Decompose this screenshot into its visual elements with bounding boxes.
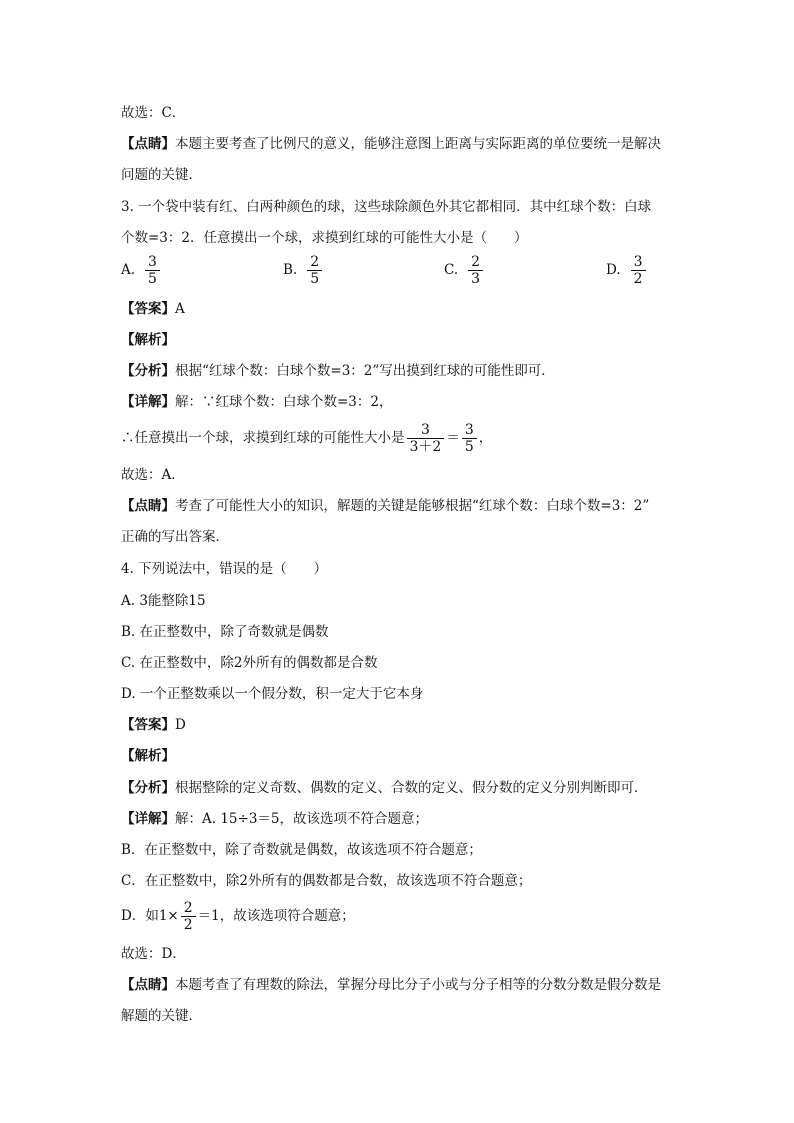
fraction: $\frac{2}{3}$ <box>468 254 483 287</box>
guxuan-4: 故选：D． <box>121 946 186 962</box>
option-c: C. $\frac{2}{3}$ <box>444 254 485 287</box>
dianjing-4-cont: 解题的关键． <box>121 1008 202 1024</box>
option-4d: D. 一个正整数乘以一个假分数，积一定大于它本身 <box>121 686 424 702</box>
fenxi-4: 【分析】根据整除的定义奇数、偶数的定义、合数的定义、假分数的定义分别判断即可． <box>121 780 648 796</box>
fraction: $\frac{3}{5}$ <box>462 422 477 455</box>
option-a: A. $\frac{3}{5}$ <box>121 254 162 287</box>
xiangjie-4-d: D．如1× $\frac{2}{2}$ ＝1，故该选项符合题意； <box>121 900 355 933</box>
option-d: D. $\frac{3}{2}$ <box>606 254 648 287</box>
fraction: $\frac{3}{5}$ <box>145 254 160 287</box>
xiangjie-4: 【详解】解：A. 15÷3＝5，故该选项不符合题意； <box>121 811 428 827</box>
answer-3: 【答案】A <box>121 301 185 317</box>
xiangjie-4-c: C．在正整数中，除2外所有的偶数都是合数，故该选项不符合题意； <box>121 873 532 889</box>
option-4c: C. 在正整数中，除2外所有的偶数都是合数 <box>121 655 378 671</box>
text-line: 问题的关键． <box>121 167 202 183</box>
analysis-3-tag: 【解析】 <box>121 332 175 348</box>
fraction: $\frac{2}{2}$ <box>181 900 196 933</box>
section-tag: 【点睛】 <box>121 136 175 152</box>
fraction: $\frac{3}{3+2}$ <box>407 422 445 455</box>
answer-4: 【答案】D <box>121 717 186 733</box>
option-4b: B. 在正整数中，除了奇数就是偶数 <box>121 624 329 640</box>
fraction: $\frac{3}{2}$ <box>631 254 646 287</box>
fenxi-3: 【分析】根据“红球个数：白球个数=3：2”写出摸到红球的可能性即可． <box>121 363 555 379</box>
text-line: 【点睛】本题主要考查了比例尺的意义，能够注意图上距离与实际距离的单位要统一是解决 <box>121 136 661 152</box>
question-3: 3. 一个袋中装有红、白两种颜色的球，这些球除颜色外其它都相同．其中红球个数：白球 <box>121 199 652 215</box>
question-4: 4. 下列说法中，错误的是（ ） <box>121 561 328 577</box>
guxuan-3: 故选：A． <box>121 467 185 483</box>
xiangjie-4-b: B．在正整数中，除了奇数就是偶数，故该选项不符合题意； <box>121 842 482 858</box>
fraction: $\frac{2}{5}$ <box>307 254 322 287</box>
question-3-cont: 个数=3：2．任意摸出一个球，求摸到红球的可能性大小是（ ） <box>121 230 528 246</box>
analysis-4-tag: 【解析】 <box>121 748 175 764</box>
text-line: 故选：C． <box>121 105 186 121</box>
dianjing-4: 【点睛】本题考查了有理数的除法，掌握分母比分子小或与分子相等的分数分数是假分数是 <box>121 977 661 993</box>
xiangjie-3: 【详解】解：∵红球个数：白球个数=3：2， <box>121 394 393 410</box>
calc-3: ∴任意摸出一个球，求摸到红球的可能性大小是 $\frac{3}{3+2}$ ＝ $\frac{3}{5}$ ， <box>121 422 493 455</box>
dianjing-3-cont: 正确的写出答案． <box>121 529 229 545</box>
option-4a: A. 3能整除15 <box>121 593 206 609</box>
option-b: B. $\frac{2}{5}$ <box>283 254 324 287</box>
dianjing-3: 【点睛】考查了可能性大小的知识，解题的关键是能够根据“红球个数：白球个数=3：2” <box>121 498 650 514</box>
